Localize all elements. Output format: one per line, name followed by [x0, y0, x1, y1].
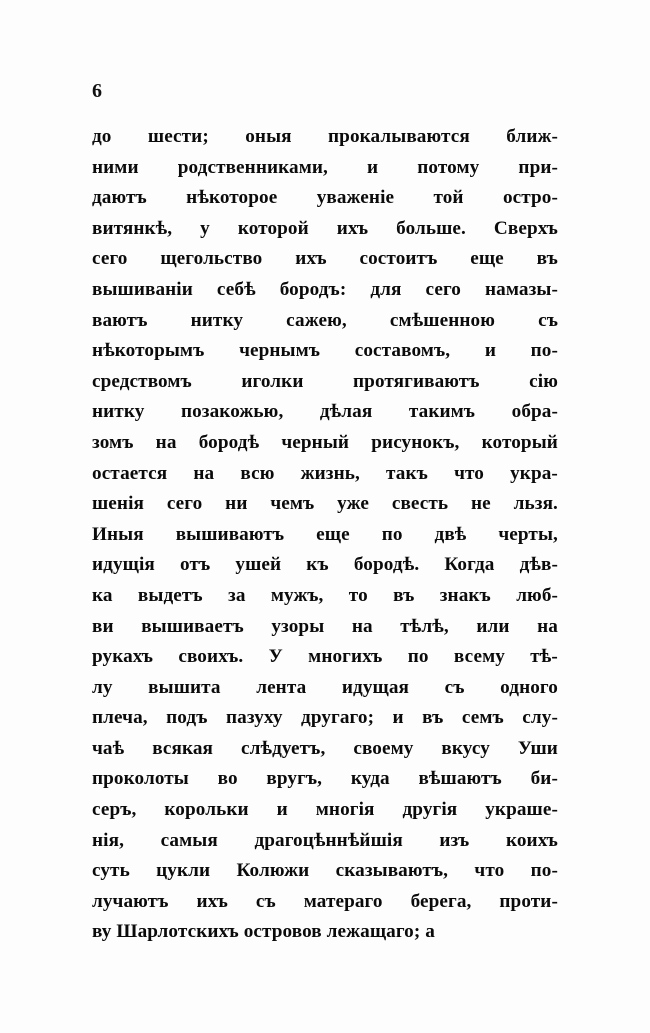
text-line: проколоты во вругъ, куда вѣшаютъ би- — [92, 768, 558, 790]
text-line: серъ, корольки и многія другія украше- — [92, 799, 558, 821]
text-line: рукахъ своихъ. У многихъ по всему тѣ- — [92, 646, 558, 668]
text-line: шенія сего ни чемъ уже свесть не льзя. — [92, 493, 558, 515]
text-line: ви вышиваетъ узоры на тѣлѣ, или на — [92, 615, 558, 637]
text-line: нѣкоторымъ чернымъ составомъ, и по- — [92, 340, 558, 362]
text-line: суть цукли Колюжи сказываютъ, что по- — [92, 860, 558, 882]
text-line: чаѣ всякая слѣдуетъ, своему вкусу Уши — [92, 737, 558, 759]
text-line: до шести; оныя прокалываются ближ- — [92, 126, 558, 147]
text-line: ка выдетъ за мужъ, то въ знакъ люб- — [92, 584, 558, 606]
text-line: средствомъ иголки протягиваютъ сію — [92, 370, 558, 392]
text-line: нія, самыя драгоцѣннѣйшія изъ коихъ — [92, 829, 558, 851]
text-line: Иныя вышиваютъ еще по двѣ черты, — [92, 523, 558, 545]
text-line: витянкѣ, у которой ихъ больше. Сверхъ — [92, 217, 558, 239]
page-number: 6 — [92, 80, 103, 102]
text-line: ваютъ нитку сажею, смѣшенною съ — [92, 309, 558, 331]
text-line: лучаютъ ихъ съ матераго берега, проти- — [92, 890, 558, 912]
body-text-block — [92, 122, 558, 948]
text-line: идущія отъ ушей къ бородѣ. Когда дѣв- — [92, 554, 558, 576]
text-line: остается на всю жизнь, такъ что укра- — [92, 462, 558, 484]
text-line: зомъ на бородѣ черный рисунокъ, который — [92, 431, 558, 453]
text-line: даютъ нѣкоторое уваженіе той остро- — [92, 187, 558, 209]
text-line: ними родственниками, и потому при- — [92, 156, 558, 178]
text-line: плеча, подъ пазуху другаго; и въ семъ слу- — [92, 707, 558, 729]
text-line: ву Шарлотскихъ островов лежащаго; а — [92, 921, 435, 943]
text-line: сего щегольство ихъ состоитъ еще въ — [92, 248, 558, 270]
text-line: лу вышита лента идущая съ одного — [92, 676, 558, 698]
text-line: нитку позакожью, дѣлая такимъ обра- — [92, 401, 558, 423]
text-line: вышиваніи себѣ бородъ: для сего намазы- — [92, 278, 558, 300]
